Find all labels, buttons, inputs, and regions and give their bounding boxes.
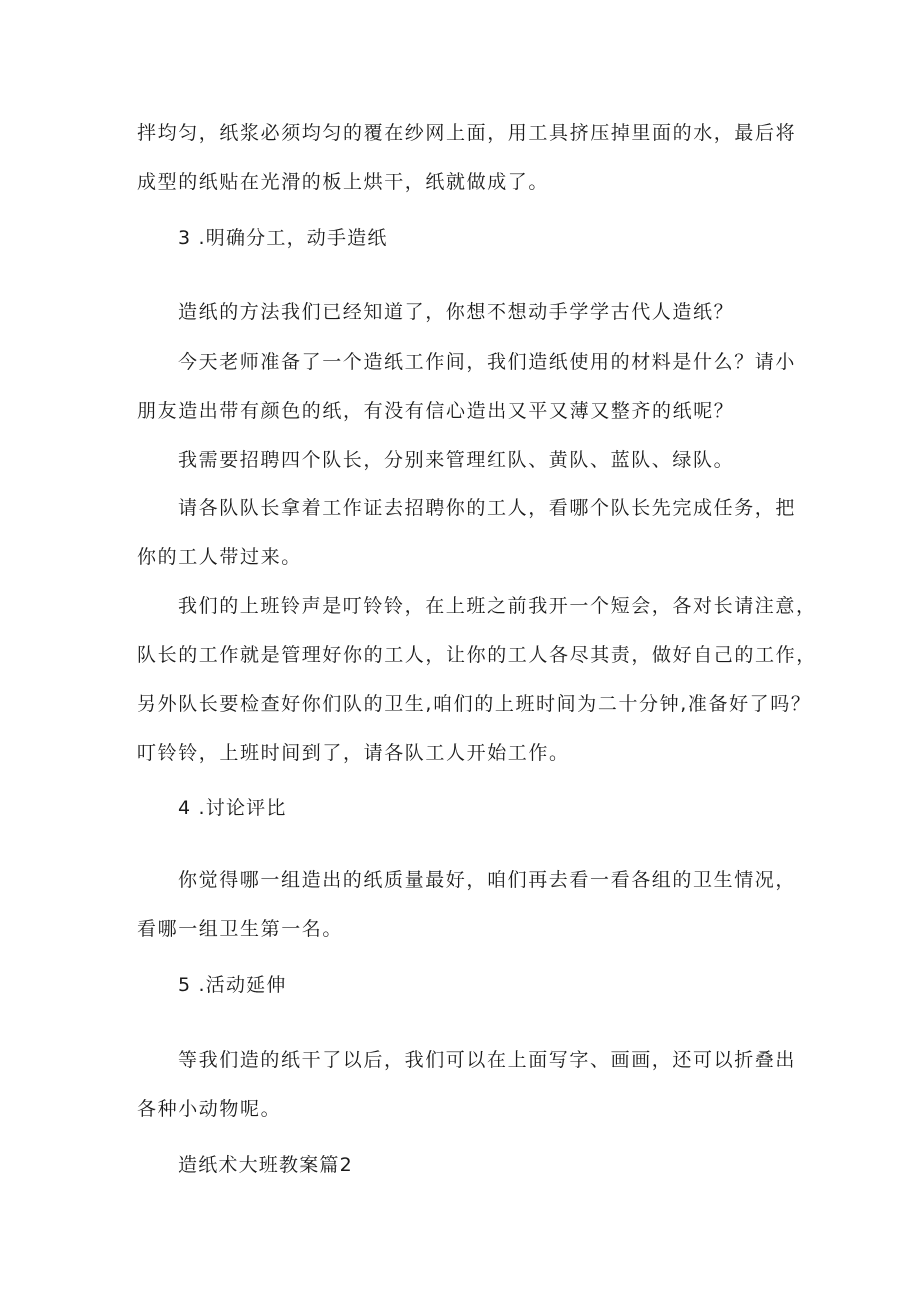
paragraph-line: 你觉得哪一组造出的纸质量最好，咱们再去看一看各组的卫生情况，	[178, 869, 797, 891]
paragraph-line: 等我们造的纸干了以后，我们可以在上面写字、画画，还可以折叠出	[178, 1049, 797, 1071]
paragraph-line: 我们的上班铃声是叮铃铃，在上班之前我开一个短会，各对长请注意，	[178, 595, 817, 617]
paragraph-line: 另外队长要检查好你们队的卫生,咱们的上班时间为二十分钟,准备好了吗？	[137, 693, 812, 715]
paragraph-line: 请各队队长拿着工作证去招聘你的工人，看哪个队长先完成任务，把	[178, 497, 797, 519]
paragraph-line: 拌均匀，纸浆必须均匀的覆在纱网上面，用工具挤压掉里面的水，最后将	[137, 122, 797, 144]
paragraph-line: 今天老师准备了一个造纸工作间，我们造纸使用的材料是什么？请小	[178, 351, 797, 373]
paragraph-line: 叮铃铃，上班时间到了，请各队工人开始工作。	[137, 742, 570, 764]
paragraph-line: 造纸的方法我们已经知道了，你想不想动手学学古代人造纸？	[178, 301, 735, 323]
paragraph-line: 我需要招聘四个队长，分别来管理红队、黄队、蓝队、绿队。	[178, 449, 735, 471]
paragraph-line: 朋友造出带有颜色的纸，有没有信心造出又平又薄又整齐的纸呢？	[137, 400, 735, 422]
paragraph-line: 各种小动物呢。	[137, 1098, 282, 1120]
section-heading: 4 .讨论评比	[178, 797, 287, 819]
paragraph-line: 看哪一组卫生第一名。	[137, 918, 344, 940]
paragraph-line: 队长的工作就是管理好你的工人，让你的工人各尽其责，做好自己的工作，	[137, 644, 817, 666]
paragraph-line: 成型的纸贴在光滑的板上烘干，纸就做成了。	[137, 171, 550, 193]
section-heading: 5 .活动延伸	[178, 974, 287, 996]
section-title: 造纸术大班教案篇2	[178, 1154, 353, 1176]
section-heading: 3 .明确分工，动手造纸	[178, 227, 388, 249]
paragraph-line: 你的工人带过来。	[137, 546, 302, 568]
